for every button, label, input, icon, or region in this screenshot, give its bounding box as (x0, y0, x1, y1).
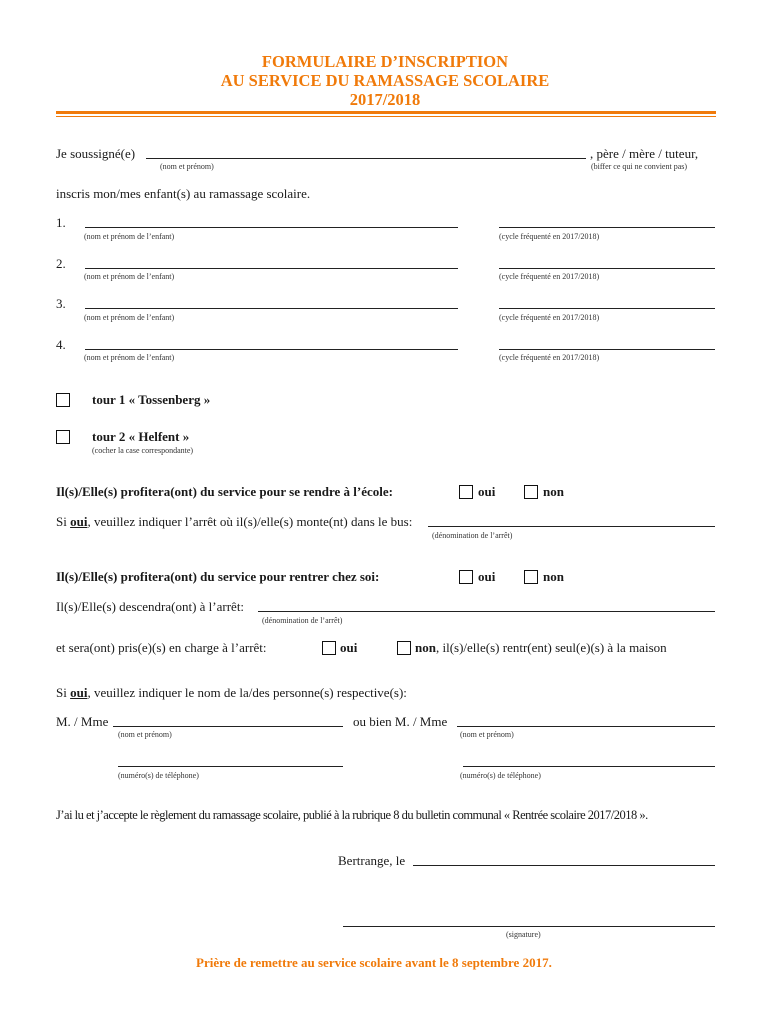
form-title-line-1: FORMULAIRE D’INSCRIPTION (261, 52, 509, 71)
pickup-yes-label: oui (340, 640, 358, 655)
if-yes-prefix: Si (56, 514, 67, 529)
pickup-no-bold: non (415, 640, 436, 655)
hint-child-name: (nom et prénom de l’enfant) (84, 232, 175, 241)
form-title-line-2: AU SERVICE DU RAMASSAGE SCOLAIRE (220, 71, 550, 90)
person2-name-field[interactable] (457, 726, 715, 727)
school-trip-question: Il(s)/Elle(s) profitera(ont) du service pour se rendre à l’école: (56, 484, 393, 499)
person2-label: ou bien M. / Mme (353, 714, 448, 729)
person1-label: M. / Mme (56, 714, 109, 729)
if-yes-word: oui (70, 514, 88, 529)
hint-child-cycle: (cycle fréquenté en 2017/2018) (499, 232, 600, 241)
place-date-label: Bertrange, le (338, 853, 406, 868)
hint-child-name: (nom et prénom de l’enfant) (84, 272, 175, 281)
enrol-text: inscris mon/mes enfant(s) au ramassage scolaire. (56, 186, 311, 201)
school-trip-yes-label: oui (478, 484, 496, 499)
persons-instruction (56, 685, 407, 701)
hint-strike-out: (biffer ce qui ne convient pas) (591, 162, 688, 171)
deadline-note: Prière de remettre au service scolaire avant le 8 septembre 2017. (196, 955, 552, 970)
child-number: 3. (56, 296, 66, 311)
drop-off-stop-field[interactable] (258, 611, 715, 612)
hint-parent-name: (nom et prénom) (160, 162, 214, 171)
descend-text: Il(s)/Elle(s) descendra(ont) à l’arrêt: (56, 599, 245, 614)
if-yes-word: oui (70, 685, 88, 700)
child-cycle-field[interactable] (499, 268, 715, 269)
hint-drop-off-stop: (dénomination de l’arrêt) (262, 616, 343, 625)
child-number: 1. (56, 215, 66, 230)
home-trip-no-label: non (543, 569, 564, 584)
if-yes-prefix: Si (56, 685, 67, 700)
if-yes-text: , veuillez indiquer l’arrêt où il(s)/elle(s) monte(nt) dans le bus: (87, 514, 413, 529)
date-field[interactable] (413, 865, 715, 866)
home-trip-no-checkbox[interactable] (524, 570, 538, 584)
child-number: 2. (56, 256, 66, 271)
child-name-field[interactable] (85, 308, 458, 309)
child-name-field[interactable] (85, 227, 458, 228)
parent-name-field[interactable] (146, 158, 586, 159)
person1-name-field[interactable] (113, 726, 343, 727)
tour2-label: tour 2 « Helfent » (92, 429, 190, 444)
hint-boarding-stop: (dénomination de l’arrêt) (432, 531, 513, 540)
person1-phone-field[interactable] (118, 766, 343, 767)
form-title-line-3: 2017/2018 (349, 90, 421, 109)
school-stop-instruction (56, 514, 412, 530)
child-cycle-field[interactable] (499, 349, 715, 350)
hint-person1-name: (nom et prénom) (118, 730, 172, 739)
pickup-text: et sera(ont) pris(e)(s) en charge à l’arrêt: (56, 640, 267, 655)
hint-person2-phone: (numéro(s) de téléphone) (460, 771, 541, 780)
title-rule-thin (56, 116, 716, 117)
hint-tick-box: (cocher la case correspondante) (92, 446, 194, 455)
if-yes-text: , veuillez indiquer le nom de la/des personne(s) respective(s): (87, 685, 407, 700)
tour1-checkbox[interactable] (56, 393, 70, 407)
tour2-checkbox[interactable] (56, 430, 70, 444)
title-rule-thick (56, 111, 716, 114)
child-name-field[interactable] (85, 349, 458, 350)
person2-phone-field[interactable] (463, 766, 715, 767)
pickup-no-label (415, 640, 667, 656)
home-trip-question: Il(s)/Elle(s) profitera(ont) du service pour rentrer chez soi: (56, 569, 380, 584)
pickup-yes-checkbox[interactable] (322, 641, 336, 655)
school-trip-no-checkbox[interactable] (524, 485, 538, 499)
hint-person1-phone: (numéro(s) de téléphone) (118, 771, 199, 780)
child-cycle-field[interactable] (499, 308, 715, 309)
child-name-field[interactable] (85, 268, 458, 269)
boarding-stop-field[interactable] (428, 526, 715, 527)
child-number: 4. (56, 337, 66, 352)
hint-child-cycle: (cycle fréquenté en 2017/2018) (499, 272, 600, 281)
hint-signature: (signature) (506, 930, 541, 939)
intro-label: Je soussigné(e) (56, 146, 136, 161)
pickup-no-checkbox[interactable] (397, 641, 411, 655)
school-trip-no-label: non (543, 484, 564, 499)
hint-child-name: (nom et prénom de l’enfant) (84, 313, 175, 322)
home-trip-yes-label: oui (478, 569, 496, 584)
home-trip-yes-checkbox[interactable] (459, 570, 473, 584)
hint-child-cycle: (cycle fréquenté en 2017/2018) (499, 353, 600, 362)
rules-acceptance-text: J’ai lu et j’accepte le règlement du ramassage scolaire, publié à la rubrique 8 du bulletin communal « Rentrée scolaire 2017/2018 ». (56, 808, 648, 822)
tour1-label: tour 1 « Tossenberg » (92, 392, 211, 407)
school-trip-yes-checkbox[interactable] (459, 485, 473, 499)
hint-child-name: (nom et prénom de l’enfant) (84, 353, 175, 362)
hint-child-cycle: (cycle fréquenté en 2017/2018) (499, 313, 600, 322)
child-cycle-field[interactable] (499, 227, 715, 228)
intro-suffix: , père / mère / tuteur, (590, 146, 699, 161)
signature-field[interactable] (343, 926, 715, 927)
hint-person2-name: (nom et prénom) (460, 730, 514, 739)
pickup-no-rest: , il(s)/elle(s) rentr(ent) seul(e)(s) à la maison (435, 640, 667, 655)
